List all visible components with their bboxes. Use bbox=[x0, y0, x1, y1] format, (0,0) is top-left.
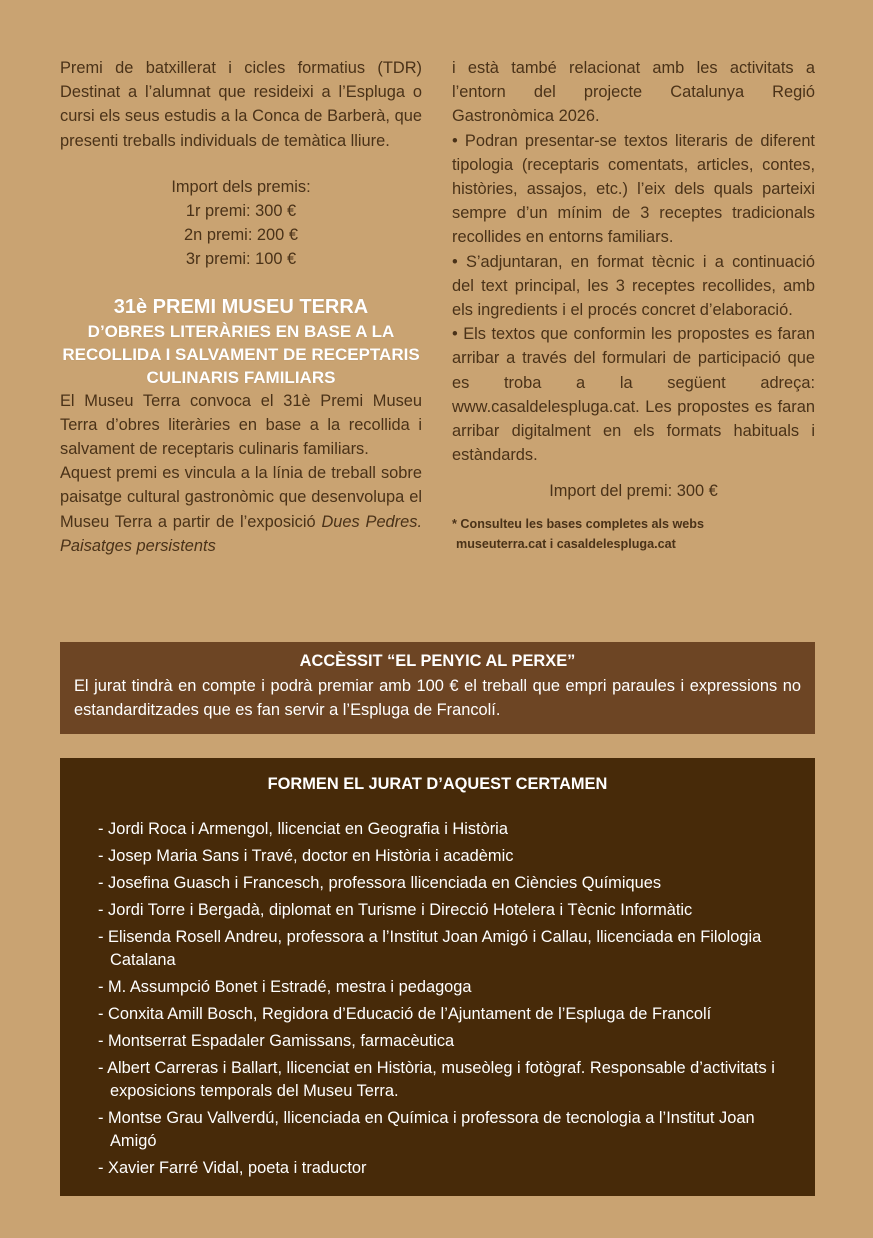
jury-member: - Montserrat Espadaler Gamissans, farmacèutica bbox=[98, 1032, 455, 1050]
bases-note-line2: museuterra.cat i casaldelespluga.cat bbox=[456, 536, 676, 551]
bullet-submission: • Els textos que conformin les propostes es faran arribar a través del formulari de participació que es troba a la següent adreça: www.casaldelespluga.cat. Les propostes es faran arribar digitalment en els formats habituals i estàndards. bbox=[452, 325, 815, 465]
prize-amount: Import del premi: 300 € bbox=[549, 482, 718, 501]
link-paragraph bbox=[60, 461, 422, 558]
jury-member: - Montse Grau Vallverdú, llicenciada en Química i professora de tecnologia a l’Institut Joan Amigó bbox=[98, 1109, 755, 1150]
section-subtitle: D’OBRES LITERÀRIES EN BASE A LA RECOLLIDA I SALVAMENT DE RECEPTARIS CULINARIS FAMILIARS bbox=[62, 321, 420, 387]
museum-paragraph: El Museu Terra convoca el 31è Premi Museu Terra d’obres literàries en base a la recollida i salvament de receptaris culinaris familiars. bbox=[60, 391, 422, 459]
bullet-recipes: • S’adjuntaran, en format tècnic i a continuació del text principal, les 3 receptes recollides, amb els ingredients i el procés concret d’elaboració. bbox=[452, 252, 815, 320]
accessit-title: ACCÈSSIT “EL PENYIC AL PERXE” bbox=[299, 652, 576, 670]
bases-note bbox=[452, 514, 815, 554]
jury-member: - Jordi Torre i Bergadà, diplomat en Turisme i Direcció Hotelera i Tècnic Informàtic bbox=[98, 901, 693, 919]
link-paragraph-text: Aquest premi es vincula a la línia de treball sobre paisatge cultural gastronòmic que desenvolupa el Museu Terra a partir de l’exposició bbox=[60, 464, 422, 531]
jury-member: - M. Assumpció Bonet i Estradé, mestra i pedagoga bbox=[98, 978, 472, 996]
exhibition-title: Dues Pedres. Paisatges persistents bbox=[60, 512, 423, 555]
bases-note-line1: * Consulteu les bases completes als webs bbox=[452, 516, 704, 531]
accessit-box bbox=[60, 642, 815, 734]
continued-paragraph: i està també relacionat amb les activitats a l’entorn del projecte Catalunya Regió Gastronòmica 2026. bbox=[452, 59, 815, 126]
jury-member: - Josep Maria Sans i Travé, doctor en Història i acadèmic bbox=[98, 847, 514, 865]
jury-box bbox=[60, 758, 815, 1196]
prize-third: 3r premi: 100 € bbox=[185, 250, 297, 269]
jury-member: - Albert Carreras i Ballart, llicenciat en Història, museòleg i fotògraf. Responsable d’activitats i exposicions temporals del Museu Terra. bbox=[98, 1059, 775, 1100]
right-column bbox=[452, 56, 815, 566]
bullet-text-types: • Podran presentar-se textos literaris de diferent tipologia (receptaris comentats, articles, contes, històries, assajos, etc.) l’eix dels quals parteixi sempre d’un mínim de 3 receptes tradicionals recollides en entorns familiars. bbox=[452, 131, 815, 247]
jury-title: FORMEN EL JURAT D’AQUEST CERTAMEN bbox=[267, 775, 608, 793]
prize-first: 1r premi: 300 € bbox=[185, 202, 297, 221]
prize-second: 2n premi: 200 € bbox=[184, 226, 298, 245]
section-title: 31è PREMI MUSEU TERRA bbox=[113, 295, 369, 318]
jury-member: - Conxita Amill Bosch, Regidora d’Educació de l’Ajuntament de l’Espluga de Francolí bbox=[98, 1005, 712, 1023]
jury-member: - Jordi Roca i Armengol, llicenciat en Geografia i Història bbox=[98, 820, 508, 838]
jury-member: - Elisenda Rosell Andreu, professora a l’Institut Joan Amigó i Callau, llicenciada en Filologia Catalana bbox=[98, 928, 762, 969]
left-column bbox=[60, 56, 422, 558]
jury-member: - Xavier Farré Vidal, poeta i traductor bbox=[98, 1159, 367, 1177]
accessit-body: El jurat tindrà en compte i podrà premiar amb 100 € el treball que empri paraules i expressions no estandarditzades que es fan servir a l’Espluga de Francolí. bbox=[74, 677, 801, 719]
intro-paragraph: Premi de batxillerat i cicles formatius (TDR) Destinat a l’alumnat que resideixi a l’Espluga o cursi els seus estudis a la Conca de Barberà, que presenti treballs individuals de temàtica lliure. bbox=[60, 59, 422, 150]
prize-list bbox=[60, 175, 422, 272]
prize-heading: Import dels premis: bbox=[171, 177, 311, 196]
jury-member: - Josefina Guasch i Francesch, professora llicenciada en Ciències Químiques bbox=[98, 874, 662, 892]
jury-list bbox=[80, 818, 795, 1180]
